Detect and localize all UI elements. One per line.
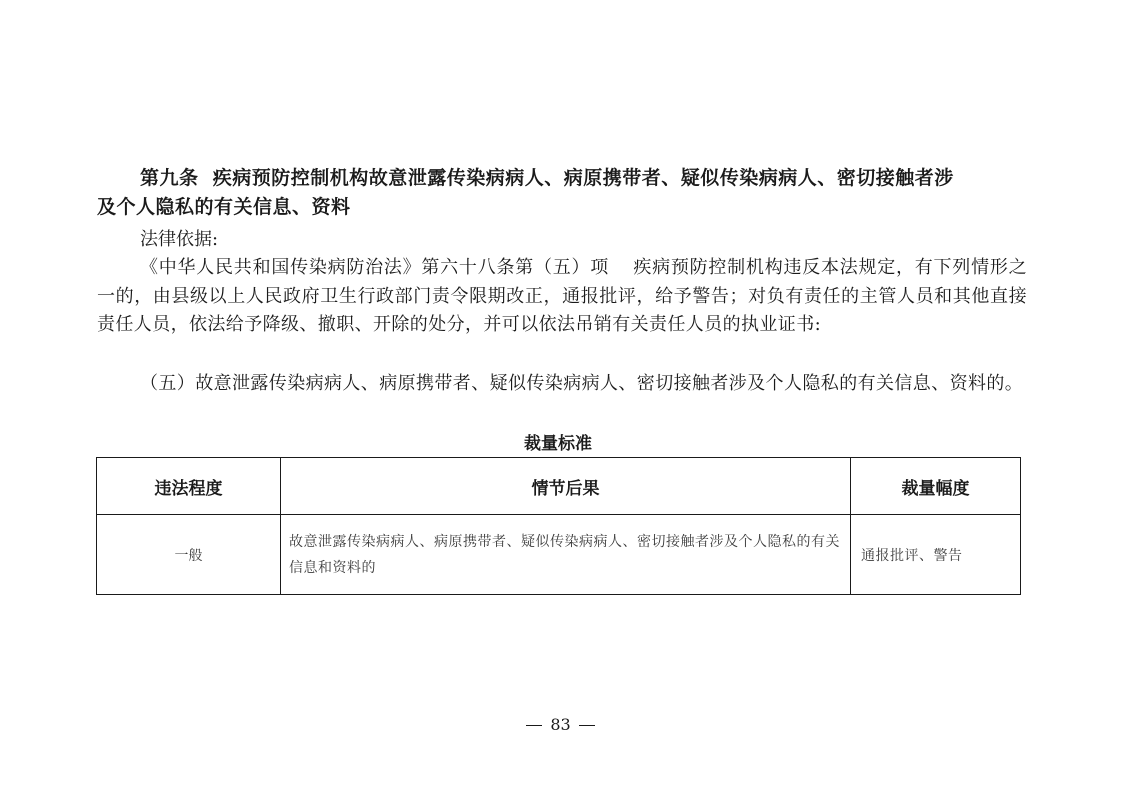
- law-text: 疾病预防控制机构违反本法规定，有下列情形之一的，由县级以上人民政府卫生行政部门责令限期改正，通报批评，给予警告；对负有责任的主管人员和其他直接责任人员，依法给予降级、撤职、开除的处分，并可以依法吊销有关责任人员的执业证书:: [97, 257, 1027, 335]
- article-number: 第九条: [140, 167, 199, 189]
- dash-right: [579, 725, 595, 726]
- cell-degree: 一般: [97, 515, 281, 595]
- page-footer: [0, 713, 1121, 737]
- header-circumstances: 情节后果: [281, 458, 851, 515]
- header-violation-degree: 违法程度: [97, 458, 281, 515]
- page-number: 83: [550, 715, 571, 734]
- article-heading-line2: 及个人隐私的有关信息、资料: [97, 196, 351, 218]
- law-paragraph: [97, 254, 1027, 340]
- law-item-paragraph: （五）故意泄露传染病病人、病原携带者、疑似传染病病人、密切接触者涉及个人隐私的有关信息、资料的。: [140, 373, 1024, 394]
- cell-circumstance: 故意泄露传染病病人、病原携带者、疑似传染病病人、密切接触者涉及个人隐私的有关信息和资料的: [281, 515, 851, 595]
- table-row: [97, 515, 1021, 595]
- article-heading: [97, 164, 1030, 222]
- table-header-row: [97, 458, 1021, 515]
- cell-range: 通报批评、警告: [851, 515, 1021, 595]
- header-discretion-range: 裁量幅度: [851, 458, 1021, 515]
- legal-basis-label: 法律依据:: [140, 229, 219, 250]
- discretion-standard-table: [96, 457, 1021, 595]
- article-heading-line1: 疾病预防控制机构故意泄露传染病病人、病原携带者、疑似传染病病人、密切接触者涉: [212, 167, 954, 189]
- table-title: 裁量标准: [524, 434, 592, 454]
- dash-left: [526, 725, 542, 726]
- law-citation: 《中华人民共和国传染病防治法》第六十八条第（五）项: [140, 257, 610, 278]
